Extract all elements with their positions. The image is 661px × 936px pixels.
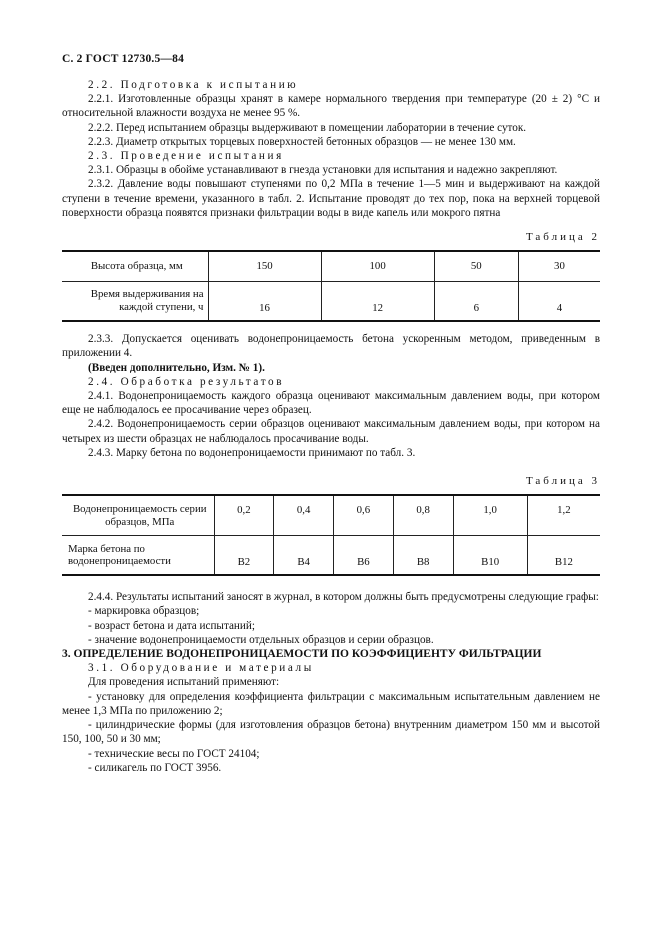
subsection-heading-2-4: 2.4. Обработка результатов	[88, 375, 285, 388]
table-cell: 0,6	[334, 495, 394, 535]
paragraph-2-3-2: 2.3.2. Давление воды повышают ступенями по 0,2 МПа в течение 1—5 мин и выдерживают на каждой ступени в течение времени, указанного в табл. 2. Испытание проводят до тех пор, пока на верхней торцевой поверхности образца появятся признаки фильтрации воды в виде капель или мокрого пятна	[62, 178, 600, 219]
table-3-caption: Таблица 3	[525, 475, 600, 488]
list-item: - установку для определения коэффициента фильтрации с максимальным испытательным давлением не менее 1,3 МПа по приложению 2;	[62, 690, 600, 717]
subsection-heading-2-3: 2.3. Проведение испытания	[88, 150, 284, 163]
document-body	[62, 78, 600, 775]
table-2-row-label: Высота образца, мм	[62, 251, 208, 281]
table-cell: 6	[434, 281, 518, 321]
table-cell: В12	[527, 535, 600, 575]
amendment-note: (Введен дополнительно, Изм. № 1).	[88, 361, 265, 374]
table-cell: 150	[208, 251, 321, 281]
table-3-row-label: Марка бетона по водонепроницаемости	[62, 535, 214, 575]
table-cell: В2	[214, 535, 274, 575]
table-3	[62, 494, 600, 576]
table-3-row-label: Водонепроницаемость серии образцов, МПа	[62, 495, 214, 535]
section-3-title: 3. ОПРЕДЕЛЕНИЕ ВОДОНЕПРОНИЦАЕМОСТИ ПО КОЭФФИЦИЕНТУ ФИЛЬТРАЦИИ	[62, 648, 542, 661]
table-cell: В10	[453, 535, 527, 575]
table-cell: 0,4	[274, 495, 334, 535]
list-item: - маркировка образцов;	[88, 605, 200, 618]
table-cell: В4	[274, 535, 334, 575]
table-cell: 0,2	[214, 495, 274, 535]
table-cell: 30	[518, 251, 600, 281]
table-cell: 1,0	[453, 495, 527, 535]
paragraph-2-2-1: 2.2.1. Изготовленные образцы хранят в камере нормального твердения при температуре (20 ± 2) °С и относительной влажности воздуха не менее 95 %.	[62, 93, 600, 120]
table-cell: 100	[321, 251, 434, 281]
table-2-caption: Таблица 2	[525, 231, 600, 244]
subsection-heading-2-2: 2.2. Подготовка к испытанию	[88, 79, 299, 91]
table-cell: 16	[208, 281, 321, 321]
paragraph-2-4-2: 2.4.2. Водонепроницаемость серии образцов оценивают максимальным давлением воды, при котором на четырех из шести образцах не наблюдалось просачивание воды.	[62, 418, 600, 445]
table-cell: 0,8	[393, 495, 453, 535]
table-cell: В6	[334, 535, 394, 575]
paragraph-2-4-1: 2.4.1. Водонепроницаемость каждого образца оценивают максимальным давлением воды, при котором еще не наблюдалось ее просачивание через образец.	[62, 390, 600, 417]
paragraph-2-3-1: 2.3.1. Образцы в обойме устанавливают в гнезда установки для испытания и надежно закрепляют.	[88, 164, 558, 177]
table-cell: 4	[518, 281, 600, 321]
table-cell: 1,2	[527, 495, 600, 535]
paragraph-3-1-intro: Для проведения испытаний применяют:	[88, 676, 280, 689]
table-cell: В8	[393, 535, 453, 575]
list-item: - силикагель по ГОСТ 3956.	[88, 761, 222, 774]
paragraph-2-3-3: 2.3.3. Допускается оценивать водонепроницаемость бетона ускоренным методом, приведенным в приложении 4.	[62, 333, 600, 360]
paragraph-2-4-4: 2.4.4. Результаты испытаний заносят в журнал, в котором должны быть предусмотрены следующие графы:	[88, 591, 599, 604]
table-cell: 12	[321, 281, 434, 321]
list-item: - значение водонепроницаемости отдельных образцов и серии образцов.	[88, 633, 434, 646]
list-item: - цилиндрические формы (для изготовления образцов бетона) внутренним диаметром 150 мм и высотой 150, 100, 50 и 30 мм;	[62, 719, 600, 746]
paragraph-2-2-2: 2.2.2. Перед испытанием образцы выдерживают в помещении лаборатории в течение суток.	[88, 121, 527, 134]
paragraph-2-4-3: 2.4.3. Марку бетона по водонепроницаемости принимают по табл. 3.	[88, 446, 416, 459]
list-item: - технические весы по ГОСТ 24104;	[88, 747, 260, 760]
table-2-row-label: Время выдерживания на каждой ступени, ч	[62, 281, 208, 321]
table-2	[62, 250, 600, 322]
paragraph-2-2-3: 2.2.3. Диаметр открытых торцевых поверхностей бетонных образцов — не менее 130 мм.	[88, 135, 516, 148]
page-header: С. 2 ГОСТ 12730.5—84	[62, 53, 185, 65]
table-cell: 50	[434, 251, 518, 281]
list-item: - возраст бетона и дата испытаний;	[88, 619, 256, 632]
subsection-heading-3-1: 3.1. Оборудование и материалы	[88, 662, 314, 675]
